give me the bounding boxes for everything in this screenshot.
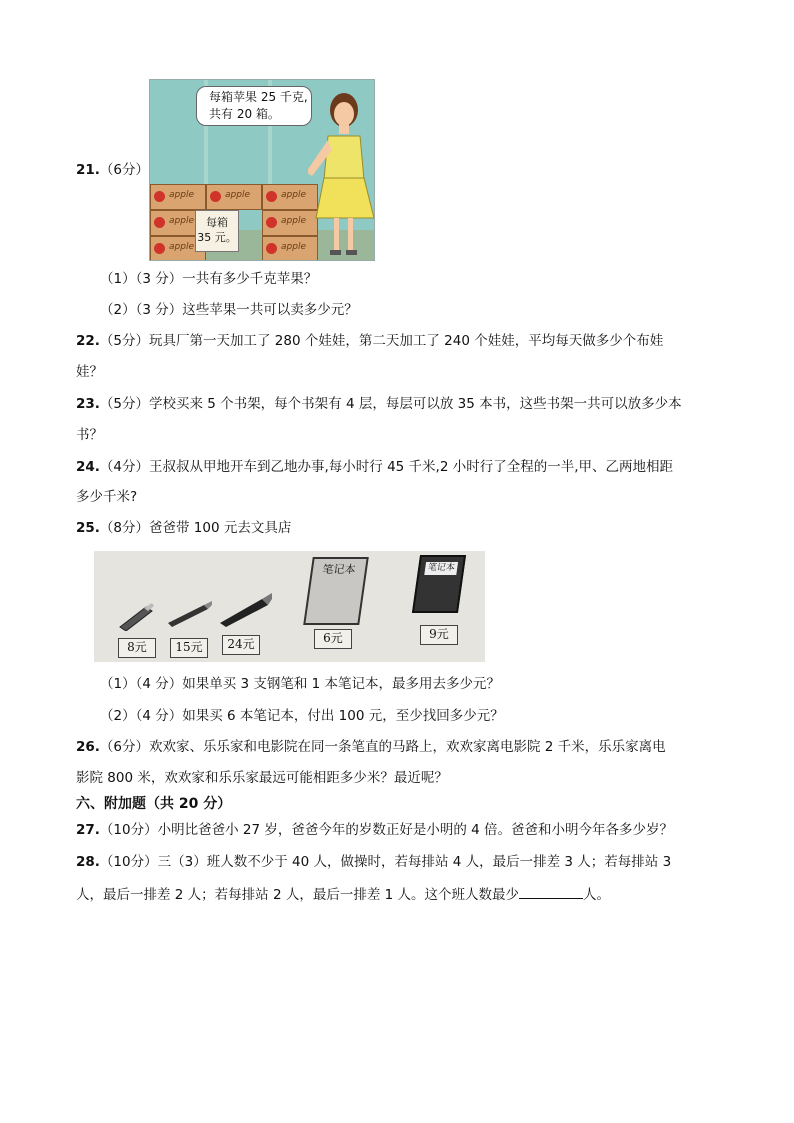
q25-sub1: （1）（4 分）如果单买 3 支钢笔和 1 本笔记本，最多用去多少元？	[100, 676, 501, 692]
price-card-line-1: 每箱	[206, 216, 228, 229]
apple-icon	[154, 191, 165, 202]
q21-number: 21.	[76, 162, 100, 178]
box-label: apple	[225, 190, 250, 200]
q23-line2: 书？	[76, 427, 103, 443]
q21-score: （6分）	[99, 162, 150, 178]
price-tag-notebook-1: 6元	[314, 629, 352, 649]
q22-number: 22.	[76, 333, 100, 349]
q28-text-1: （10分）三（3）班人数不少于 40 人，做操时，若每排站 4 人，最后一排差 3 人；若每排站 3	[99, 854, 672, 870]
apple-box	[150, 184, 206, 210]
q23-line1	[76, 395, 682, 413]
notebook-gray-title: 笔记本	[321, 563, 357, 576]
apple-icon	[266, 217, 277, 228]
bubble-line-1: 每箱苹果 25 千克,	[209, 90, 308, 104]
q22-line2: 娃？	[76, 364, 103, 380]
q24-line2: 多少千米?	[76, 489, 138, 505]
q21-label	[76, 161, 149, 179]
q22-line1	[76, 332, 663, 350]
q28-text-2a: 人，最后一排差 2 人；若每排站 2 人，最后一排差 1 人。这个班人数最少	[76, 887, 520, 903]
apple-box	[206, 184, 262, 210]
answer-blank[interactable]	[519, 884, 583, 899]
apple-icon	[154, 243, 165, 254]
q24-number: 24.	[76, 459, 100, 475]
q26-line1	[76, 738, 666, 756]
price-card-line-2: 35 元。	[197, 231, 237, 244]
stationery-picture	[94, 551, 485, 662]
box-label: apple	[281, 242, 306, 252]
price-tag-pen-1: 8元	[118, 638, 156, 658]
q28-text-2b: 人。	[583, 887, 611, 903]
q23-text-1: （5分）学校买来 5 个书架，每个书架有 4 层，每层可以放 35 本书，这些书架一共可以放多少本	[99, 396, 682, 412]
q22-text-1: （5分）玩具厂第一天加工了 280 个娃娃，第二天加工了 240 个娃娃，平均每天做多少个布娃	[99, 333, 664, 349]
q25-line1	[76, 519, 291, 537]
apple-icon	[154, 217, 165, 228]
q25-sub2: （2）（4 分）如果买 6 本笔记本，付出 100 元，至少找回多少元？	[100, 708, 504, 724]
q28-line2	[76, 884, 610, 904]
pen-icon	[166, 599, 214, 627]
price-card	[195, 210, 239, 252]
q23-number: 23.	[76, 396, 100, 412]
q24-text-1: （4分）王叔叔从甲地开车到乙地办事,每小时行 45 千米,2 小时行了全程的一半,甲、乙两地相距	[99, 459, 674, 475]
bubble-line-2: 共有 20 箱。	[209, 107, 280, 121]
saleswoman-figure	[308, 80, 375, 260]
q28-line1	[76, 853, 671, 871]
q28-number: 28.	[76, 854, 100, 870]
apple-icon	[266, 243, 277, 254]
box-label: apple	[169, 242, 194, 252]
notebook-black	[412, 555, 466, 613]
q27-text-1: （10分）小明比爸爸小 27 岁，爸爸今年的岁数正好是小明的 4 倍。爸爸和小明今年各多少岁？	[99, 822, 674, 838]
q27-number: 27.	[76, 822, 100, 838]
speech-bubble	[196, 86, 312, 126]
pen-icon	[116, 601, 156, 631]
q26-text-1: （6分）欢欢家、乐乐家和电影院在同一条笔直的马路上，欢欢家离电影院 2 千米，乐乐家离电	[99, 739, 666, 755]
price-tag-pen-3: 24元	[222, 635, 260, 655]
price-tag-pen-2: 15元	[170, 638, 208, 658]
section-heading: 六、附加题（共 20 分）	[76, 796, 232, 812]
q21-sub1: （1）（3 分）一共有多少千克苹果？	[100, 271, 318, 287]
q27-line1	[76, 821, 673, 839]
box-label: apple	[169, 216, 194, 226]
q26-number: 26.	[76, 739, 100, 755]
box-label: apple	[281, 190, 306, 200]
box-label: apple	[169, 190, 194, 200]
q26-line2: 影院 800 米，欢欢家和乐乐家最远可能相距多少米？最近呢？	[76, 770, 448, 786]
box-label: apple	[281, 216, 306, 226]
q25-text-1: （8分）爸爸带 100 元去文具店	[99, 520, 292, 536]
apple-shop-picture	[149, 79, 375, 261]
pen-icon	[218, 591, 274, 627]
q21-sub2: （2）（3 分）这些苹果一共可以卖多少元？	[100, 302, 358, 318]
q24-line1	[76, 458, 673, 476]
apple-icon	[210, 191, 221, 202]
notebook-black-title: 笔记本	[424, 562, 458, 575]
q25-number: 25.	[76, 520, 100, 536]
price-tag-notebook-2: 9元	[420, 625, 458, 645]
notebook-gray	[303, 557, 369, 625]
apple-icon	[266, 191, 277, 202]
